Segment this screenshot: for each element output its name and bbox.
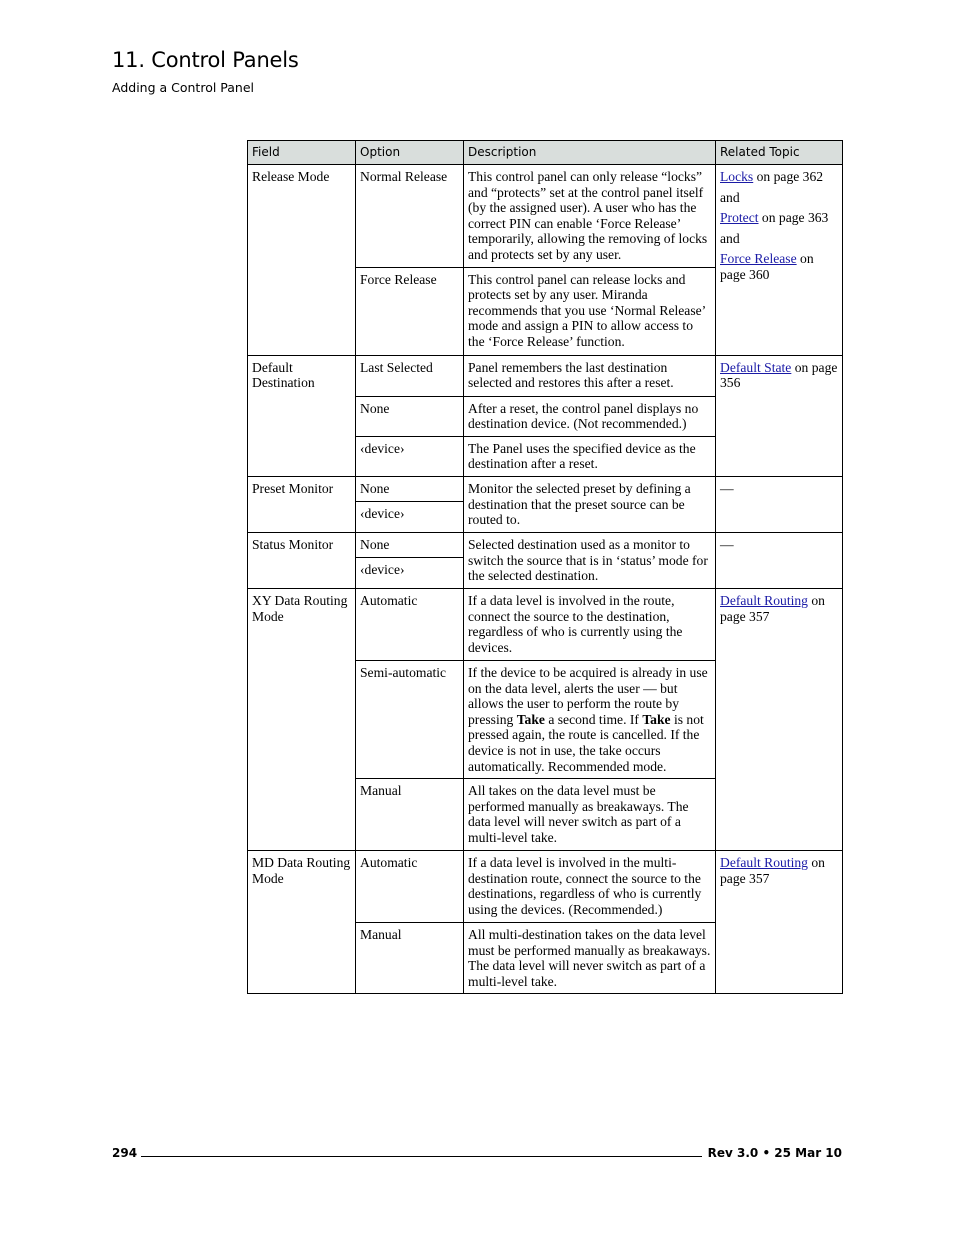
description-cell: Panel remembers the last destination selected and restores this after a reset.	[464, 355, 716, 396]
related-text: on page 360	[720, 251, 814, 282]
field-cell: Release Mode	[248, 165, 356, 356]
page-number: 294	[112, 1146, 138, 1160]
related-text: on page 356	[720, 359, 838, 391]
related-topic-cell	[716, 165, 843, 356]
table-row	[248, 588, 843, 660]
description-text: a second time. If	[544, 711, 643, 727]
default-routing-link[interactable]: Default Routing	[720, 855, 808, 871]
description-cell: Selected destination used as a monitor to switch the source that is in ‘status’ mode for the selected destination.	[464, 532, 716, 588]
option-cell: Automatic	[356, 851, 464, 923]
control-panel-fields-table	[247, 140, 843, 994]
option-cell: None	[356, 396, 464, 436]
table-row	[248, 532, 843, 557]
column-header-field: Field	[248, 141, 356, 165]
related-text: and	[720, 230, 740, 246]
description-cell	[464, 660, 716, 778]
description-cell: This control panel can only release “locks” and “protects” set at the control panel itself (by the assigned user). A user who has the correct PIN can enable ‘Force Release’ temporarily, allowing the removing of locks and protects set by any user.	[464, 165, 716, 268]
related-topic-cell: —	[716, 476, 843, 532]
option-cell: Force Release	[356, 267, 464, 355]
description-cell: After a reset, the control panel displays no destination device. (Not recommended.)	[464, 396, 716, 436]
table-header-row	[248, 141, 843, 165]
related-topic-cell: —	[716, 532, 843, 588]
option-cell: None	[356, 532, 464, 557]
chapter-title: 11. Control Panels	[112, 48, 299, 72]
option-cell: Manual	[356, 779, 464, 851]
related-topic-cell	[716, 355, 843, 476]
table-row	[248, 165, 843, 268]
table-row	[248, 851, 843, 923]
related-text: on page 362	[753, 169, 824, 184]
description-cell: If a data level is involved in the multi-destination route, connect the source to the destinations, regardless of who is currently using the devices. (Recommended.)	[464, 851, 716, 923]
option-cell: ‹device›	[356, 436, 464, 476]
option-cell: Automatic	[356, 588, 464, 660]
default-routing-link[interactable]: Default Routing	[720, 592, 808, 608]
table-row	[248, 355, 843, 396]
option-cell: ‹device›	[356, 501, 464, 532]
description-text: is not pressed again, the route is cancelled. If the device is not in use, the take occurs automatically. Recommended mode.	[468, 711, 704, 774]
field-cell: MD Data Routing Mode	[248, 851, 356, 994]
related-text: and	[720, 189, 740, 205]
field-cell: Preset Monitor	[248, 476, 356, 532]
description-cell: All takes on the data level must be performed manually as breakaways. The data level will never switch as part of a multi-level take.	[464, 779, 716, 851]
field-cell: XY Data Routing Mode	[248, 588, 356, 850]
option-cell: None	[356, 476, 464, 501]
column-header-description: Description	[464, 141, 716, 165]
description-cell: Monitor the selected preset by defining a destination that the preset source can be routed to.	[464, 476, 716, 532]
description-cell: If a data level is involved in the route, connect the source to the destination, regardless of who is currently using the devices.	[464, 588, 716, 660]
force-release-link[interactable]: Force Release	[720, 251, 797, 267]
footer-divider	[141, 1156, 702, 1157]
related-text: on page 363	[758, 210, 829, 226]
description-cell: The Panel uses the specified device as the destination after a reset.	[464, 436, 716, 476]
related-topic-cell	[716, 851, 843, 994]
default-state-link[interactable]: Default State	[720, 359, 792, 375]
protect-link[interactable]: Protect	[720, 210, 759, 226]
option-cell: Semi-automatic	[356, 660, 464, 778]
section-title: Adding a Control Panel	[112, 80, 255, 95]
column-header-option: Option	[356, 141, 464, 165]
related-topic-cell	[716, 588, 843, 850]
take-keyword: Take	[516, 711, 545, 727]
related-text: on page 357	[720, 855, 825, 886]
description-cell: All multi-destination takes on the data level must be performed manually as breakaways. The data level will never switch as part of a multi-level take.	[464, 923, 716, 994]
option-cell: Manual	[356, 923, 464, 994]
related-text: on page 357	[720, 592, 825, 624]
locks-link[interactable]: Locks	[720, 169, 754, 184]
option-cell: Last Selected	[356, 355, 464, 396]
description-cell: This control panel can release locks and protects set by any user. Miranda recommends that you use ‘Normal Release’ mode and assign a PIN to allow access to the ‘Force Release’ function.	[464, 267, 716, 355]
field-cell: Status Monitor	[248, 532, 356, 588]
option-cell: ‹device›	[356, 557, 464, 588]
column-header-related-topic: Related Topic	[716, 141, 843, 165]
field-cell: Default Destination	[248, 355, 356, 476]
revision-label: Rev 3.0 • 25 Mar 10	[707, 1146, 842, 1160]
description-text: If the device to be acquired is already in use on the data level, alerts the user — but allows the user to perform the route by pressing	[468, 664, 708, 727]
option-cell: Normal Release	[356, 165, 464, 268]
take-keyword: Take	[642, 711, 671, 727]
table-row	[248, 476, 843, 501]
